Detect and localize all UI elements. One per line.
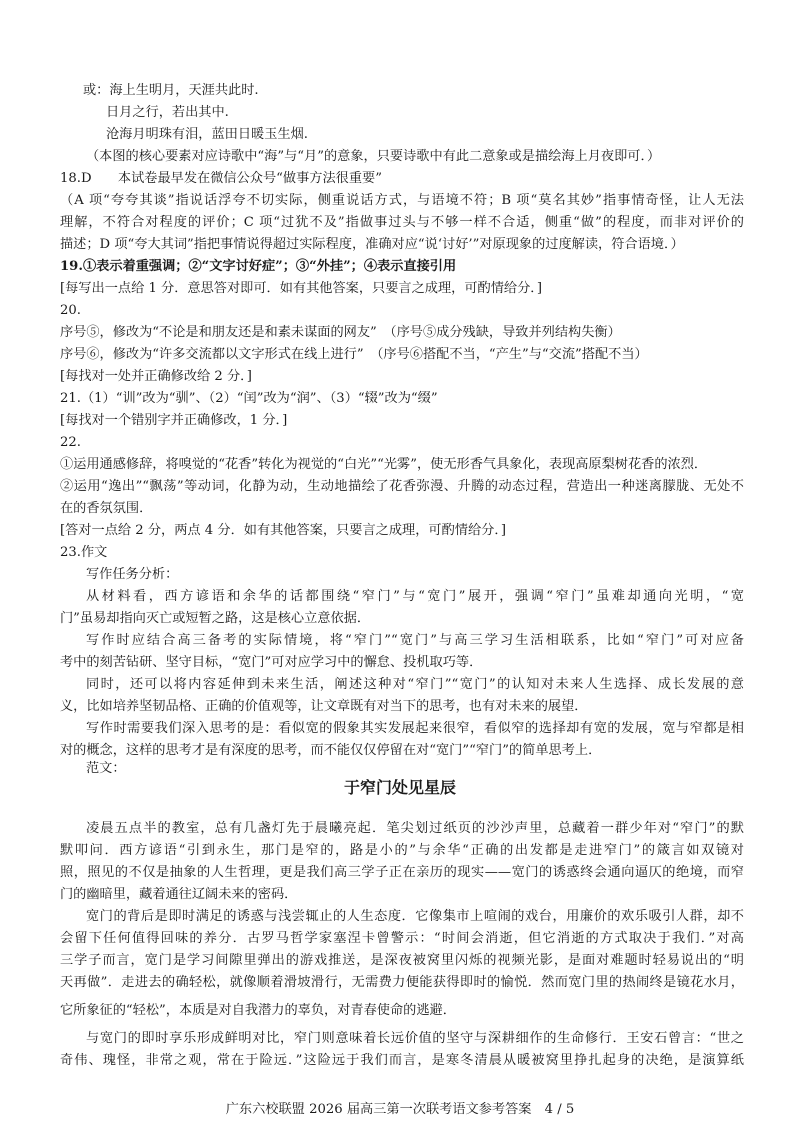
essay-p3-line-1: 与宽门的即时享乐形成鲜明对比，窄门则意味着长远价值的坚守与深耕细作的生命修行．王安石曾言：“世之: [86, 1031, 744, 1046]
q22-answer-2: ②运用“逸出”“飘荡”等动词，化静为动，生动地描绘了花香弥漫、升腾的动态过程，营造出一种迷离朦胧、无处不: [60, 479, 744, 494]
poem-line-2: 日月之行，若出其中.: [106, 105, 229, 120]
q22-scoring-note: [答对一点给 2 分，两点 4 分．如有其他答案，只要言之成理，可酌情给分．]: [60, 523, 507, 538]
q23-subheading: 写作任务分析：: [86, 567, 179, 582]
q17-note: （本图的核心要素对应诗歌中“海”与“月”的意象，只要诗歌中有此二意象或是描绘海上月夜即可．）: [86, 149, 661, 164]
q21-answer: 21.（1）“训”改为“驯”、（2）“闰”改为“润”、（3）“辍”改为“缀”: [60, 391, 438, 406]
q23-analysis-p4-line-2: 对的概念，这样的思考才是有深度的思考，而不能仅仅停留在对“宽门”“窄门”的简单思考上．: [60, 743, 602, 758]
q23-analysis-p2-line-1: 写作时应结合高三备考的实际情境，将“窄门”“宽门”与高三学习生活相联系，比如“窄门”可对应备: [86, 633, 744, 648]
essay-p2-line-3: 三学子而言，宽门是学习间隙里弹出的游戏推送，是深夜被窝里闪烁的视频光影，是面对难题时轻易说出的“明: [60, 953, 744, 968]
essay-p2-line-2: 会留下任何值得回味的养分．古罗马哲学家塞涅卡曾警示：“时间会消逝，但它消逝的方式取决于我们．”对高: [60, 931, 744, 946]
q21-scoring-note: [每找对一个错别字并正确修改，1 分．]: [60, 413, 288, 428]
essay-p1-line-4: 门的幽暗里，藏着通往辽阔未来的密码．: [60, 887, 298, 902]
q22-number: 22.: [60, 435, 81, 450]
poem-line-3: 沧海月明珠有泪，蓝田日暖玉生烟.: [106, 127, 309, 142]
q19-scoring-note: [每写出一点给 1 分．意思答对即可．如有其他答案，只要言之成理，可酌情给分．]: [60, 281, 543, 296]
essay-title: 于窄门处见星辰: [343, 778, 456, 797]
essay-p1-line-1: 凌晨五点半的教室，总有几盏灯先于晨曦亮起．笔尖划过纸页的沙沙声里，总藏着一群少年对“窄门”的默: [86, 821, 744, 836]
q18-explanation-2: 理解，不符合对程度的评价；C 项“过犹不及”指做事过头与不够一样不合适，侧重“做”的程度，而非对评价的: [60, 215, 744, 230]
essay-p2-line-5: 它所象征的“轻松”，本质是对自我潜力的辜负，对青春使命的逃避．: [60, 1003, 456, 1018]
essay-p1-line-2: 默叩问．西方谚语“引到永生，那门是窄的，路是小的”与余华“正确的出发都是走进窄门”的箴言如双镜对: [60, 843, 744, 858]
q23-analysis-p2-line-2: 考中的刻苦钻研、坚守目标，“宽门”可对应学习中的懈怠、投机取巧等．: [60, 655, 483, 670]
essay-p2-line-4: 天再做”．走进去的确轻松，就像顺着滑坡滑行，无需费力便能获得即时的愉悦．然而宽门里的热闹终是镜花水月，: [60, 975, 744, 990]
page-footer: 广东六校联盟 2026 届高三第一次联考语文参考答案 4 / 5: [225, 1102, 575, 1117]
q23-analysis-p1-line-2: 门”虽易却指向灭亡或短暂之路，这是核心立意依据．: [60, 611, 371, 626]
essay-p3-line-2: 奇伟、瑰怪，非常之观，常在于险远．”这险远于我们而言，是寒冬清晨从暖被窝里挣扎起身的决绝，是演算纸: [60, 1053, 744, 1068]
essay-label: 范文：: [86, 761, 126, 776]
q20-answer-1: 序号⑤，修改为“不论是和朋友还是和素未谋面的网友” （序号⑤成分残缺，导致并列结构失衡）: [60, 325, 621, 340]
essay-p1-line-3: 照，照见的不仅是抽象的人生哲理，更是我们高三学子正在亲历的现实——宽门的诱惑终会通向逼仄的绝境，而窄: [60, 865, 744, 880]
q23-analysis-p3-line-2: 义，比如培养坚韧品格、正确的价值观等，让文章既有对当下的思考，也有对未来的展望．: [60, 699, 588, 714]
essay-p2-line-1: 宽门的背后是即时满足的诱惑与浅尝辄止的人生态度．它像集市上喧闹的戏台，用廉价的欢乐吸引人群，却不: [86, 909, 744, 924]
q18-explanation-1: （A 项“夸夸其谈”指说话浮夸不切实际，侧重说话方式，与语境不符；B 项“莫名其妙”指事情奇怪，让人无法: [60, 193, 744, 208]
q22-answer-3: 在的香氛氛围．: [60, 501, 153, 516]
q23-heading: 23.作文: [60, 545, 108, 560]
q20-answer-2: 序号⑥，修改为“许多交流都以文字形式在线上进行” （序号⑥搭配不当，“产生”与“交流”搭配不当）: [60, 347, 648, 362]
q18-explanation-3: 描述；D 项“夸大其词”指把事情说得超过实际程度，准确对应“说‘讨好’”对原现象的过度解读，符合语境．）: [60, 237, 684, 252]
q20-scoring-note: [每找对一处并正确修改给 2 分．]: [60, 369, 252, 384]
q22-answer-1: ①运用通感修辞，将嗅觉的“花香”转化为视觉的“白光”“光雾”，使无形香气具象化，表现高原梨树花香的浓烈．: [60, 457, 708, 472]
q23-analysis-p1-line-1: 从材料看，西方谚语和余华的话都围绕“窄门”与“宽门”展开，强调“窄门”虽难却通向光明，“宽: [86, 589, 744, 604]
q20-number: 20.: [60, 303, 81, 318]
q19-answer: 19.①表示着重强调；②“文字讨好症”；③“外挂”；④表示直接引用: [60, 259, 457, 274]
q18-answer: 18.D 本试卷最早发在微信公众号“做事方法很重要”: [60, 171, 382, 186]
q23-analysis-p4-line-1: 写作时需要我们深入思考的是：看似宽的假象其实发展起来很窄，看似窄的选择却有宽的发展，宽与窄都是相: [86, 721, 744, 736]
q23-analysis-p3-line-1: 同时，还可以将内容延伸到未来生活，阐述这种对“窄门”“宽门”的认知对未来人生选择、成长发展的意: [86, 677, 744, 692]
poem-line-1: 或：海上生明月，天涯共此时.: [83, 83, 259, 98]
